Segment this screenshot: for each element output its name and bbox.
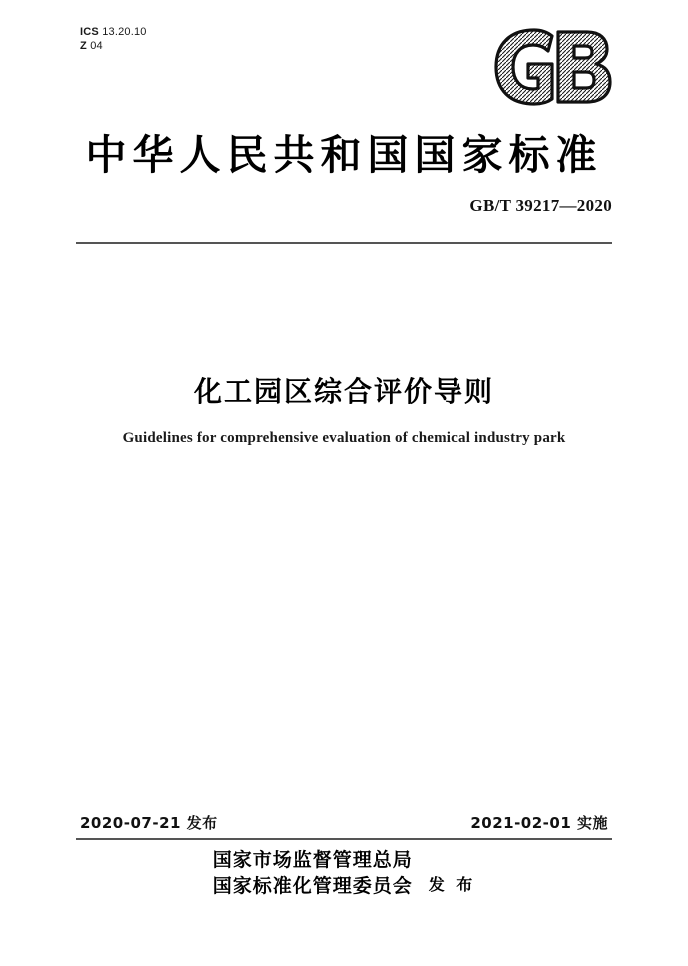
document-title-chinese: 化工园区综合评价导则 <box>193 375 494 408</box>
ics-value: 13.20.10 <box>102 26 147 38</box>
issuer-block <box>0 848 688 899</box>
ics-classification-block <box>80 26 147 54</box>
issuer-line-2: 国家标准化管理委员会 <box>212 874 413 897</box>
footer-divider <box>76 838 612 840</box>
standard-number: GB/T 39217—2020 <box>469 196 612 215</box>
footer-dates <box>80 812 608 833</box>
document-title-english: Guidelines for comprehensive evaluation of chemical industry park <box>122 430 566 446</box>
page-title: 中华人民共和国国家标准 <box>85 131 603 179</box>
ccs-label: Z <box>80 39 87 52</box>
ics-label: ICS <box>80 26 99 38</box>
ics-line <box>80 26 147 40</box>
implement-date: 2021-02-01 实施 <box>470 814 608 832</box>
issuer-names <box>213 848 413 899</box>
ccs-line <box>80 40 147 54</box>
header-divider <box>76 242 612 244</box>
publish-label: 发 布 <box>428 875 476 895</box>
gb-emblem-icon <box>486 22 616 112</box>
issue-date: 2020-07-21 发布 <box>80 814 218 832</box>
ccs-value: 04 <box>90 39 103 52</box>
issuer-line-1: 国家市场监督管理总局 <box>212 849 413 871</box>
